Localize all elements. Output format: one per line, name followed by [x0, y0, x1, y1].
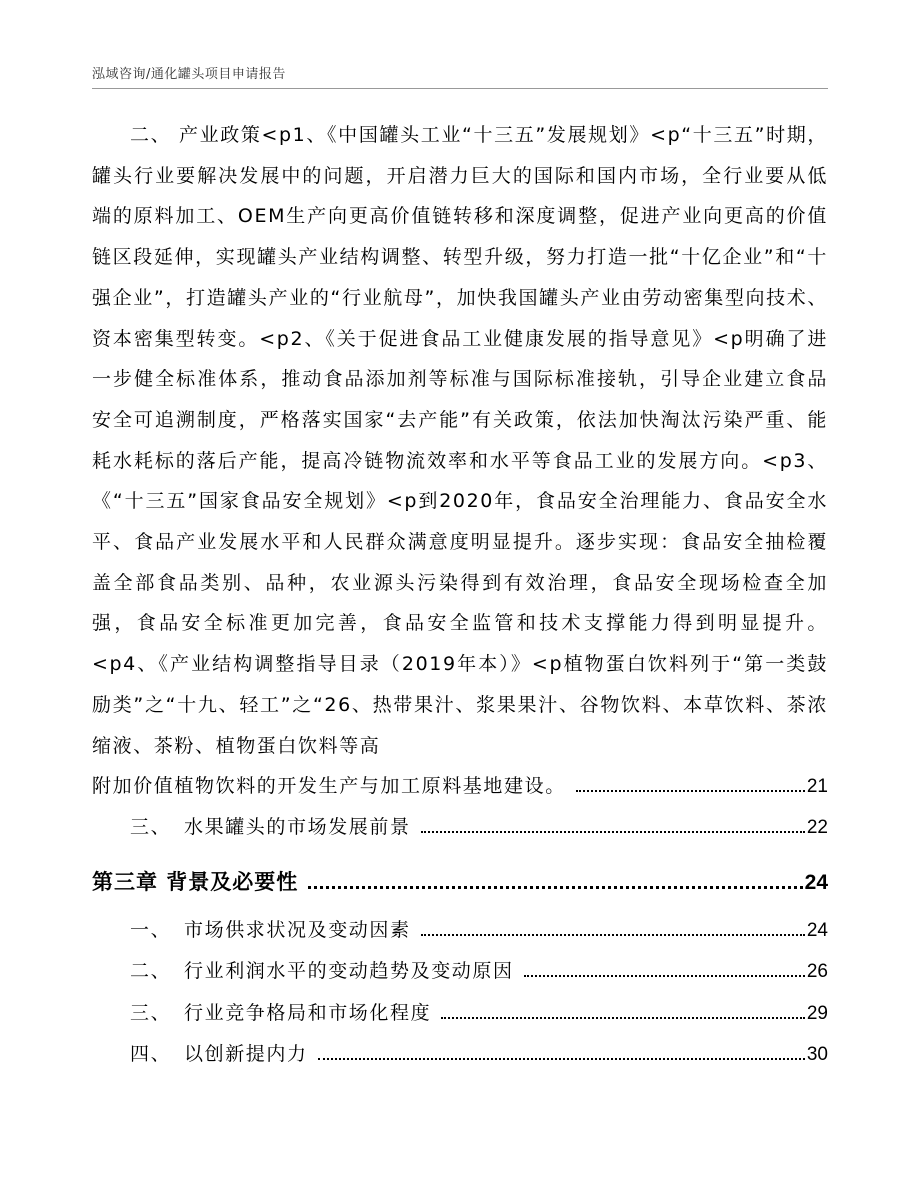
toc-entry-innovation[interactable] [92, 1034, 828, 1076]
toc-page-number: 22 [806, 816, 828, 838]
toc-page-number: 21 [806, 776, 828, 798]
toc-page-number: 24 [806, 919, 828, 941]
toc-entry-profit-trend[interactable] [92, 951, 828, 993]
page-header: 泓域咨询/通化罐头项目申请报告 [92, 67, 286, 82]
toc-page-number: 30 [806, 1044, 828, 1066]
leader-dots [318, 1058, 805, 1060]
toc-entry-number: 二、 [130, 960, 172, 983]
leader-dots [421, 831, 805, 833]
toc-entry-number: 三、 [130, 1001, 172, 1024]
toc-chapter-title: 第三章 背景及必要性 [92, 869, 299, 894]
table-of-contents [92, 115, 828, 1076]
toc-entry-text: 附加价值植物饮料的开发生产与加工原料基地建设。 [92, 775, 566, 798]
leader-dots [576, 790, 805, 792]
toc-entry-competition-pattern[interactable] [92, 993, 828, 1035]
leader-dots [441, 1017, 805, 1019]
leader-dots [308, 886, 802, 889]
toc-entry-title: 以创新提内力 [184, 1043, 308, 1066]
toc-entry-title: 行业竞争格局和市场化程度 [184, 1001, 432, 1024]
toc-entry-fruit-can-market[interactable] [92, 807, 828, 849]
toc-entry-number: 三、 [130, 815, 172, 838]
toc-entry-title: 水果罐头的市场发展前景 [184, 815, 411, 838]
toc-entry-number: 一、 [130, 918, 172, 941]
toc-entry-title: 市场供求状况及变动因素 [184, 918, 411, 941]
toc-entry-market-supply-demand[interactable] [92, 910, 828, 952]
toc-page-number: 24 [804, 870, 828, 894]
toc-page-number: 26 [806, 961, 828, 983]
leader-dots [524, 975, 805, 977]
toc-entry-industry-policy-last-line[interactable] [92, 766, 828, 807]
toc-chapter-3[interactable] [92, 859, 828, 906]
toc-entry-title: 行业利润水平的变动趋势及变动原因 [184, 960, 514, 983]
header-divider [92, 88, 828, 89]
leader-dots [421, 934, 805, 936]
toc-page-number: 29 [806, 1002, 828, 1024]
toc-entry-industry-policy[interactable]: 二、 产业政策<p1、《中国罐头工业“十三五”发展规划》<p“十三五”时期，罐头行业要解决发展中的问题，开启潜力巨大的国际和国内市场，全行业要从低端的原料加工、OEM生产向更高价值链转移和深度调整，促进产业向更高的价值链区段延伸，实现罐头产业结构调整、转型升级，努力打造一批“十亿企业”和“十强企业”，打造罐头产业的“行业航母”，加快我国罐头产业由劳动密集型向技术、资本密集型转变。<p2、《关于促进食品工业健康发展的指导意见》<p明确了进一步健全标准体系，推动食品添加剂等标准与国际标准接轨，引导企业建立食品安全可追溯制度，严格落实国家“去产能”有关政策，依法加快淘汰污染严重、能耗水耗标的落后产能，提高冷链物流效率和水平等食品工业的发展方向。<p3、《“十三五”国家食品安全规划》<p到2020年，食品安全治理能力、食品安全水平、食品产业发展水平和人民群众满意度明显提升。逐步实现：食品安全抽检覆盖全部食品类别、品种，农业源头污染得到有效治理，食品安全现场检查全加强，食品安全标准更加完善，食品安全监管和技术支撑能力得到明显提升。<p4、《产业结构调整指导目录（2019年本）》<p植物蛋白饮料列于“第一类鼓励类”之“十九、轻工”之“26、热带果汁、浆果果汁、谷物饮料、本草饮料、茶浓缩液、茶粉、植物蛋白饮料等高 [92, 124, 828, 757]
toc-entry-number: 四、 [130, 1043, 172, 1066]
